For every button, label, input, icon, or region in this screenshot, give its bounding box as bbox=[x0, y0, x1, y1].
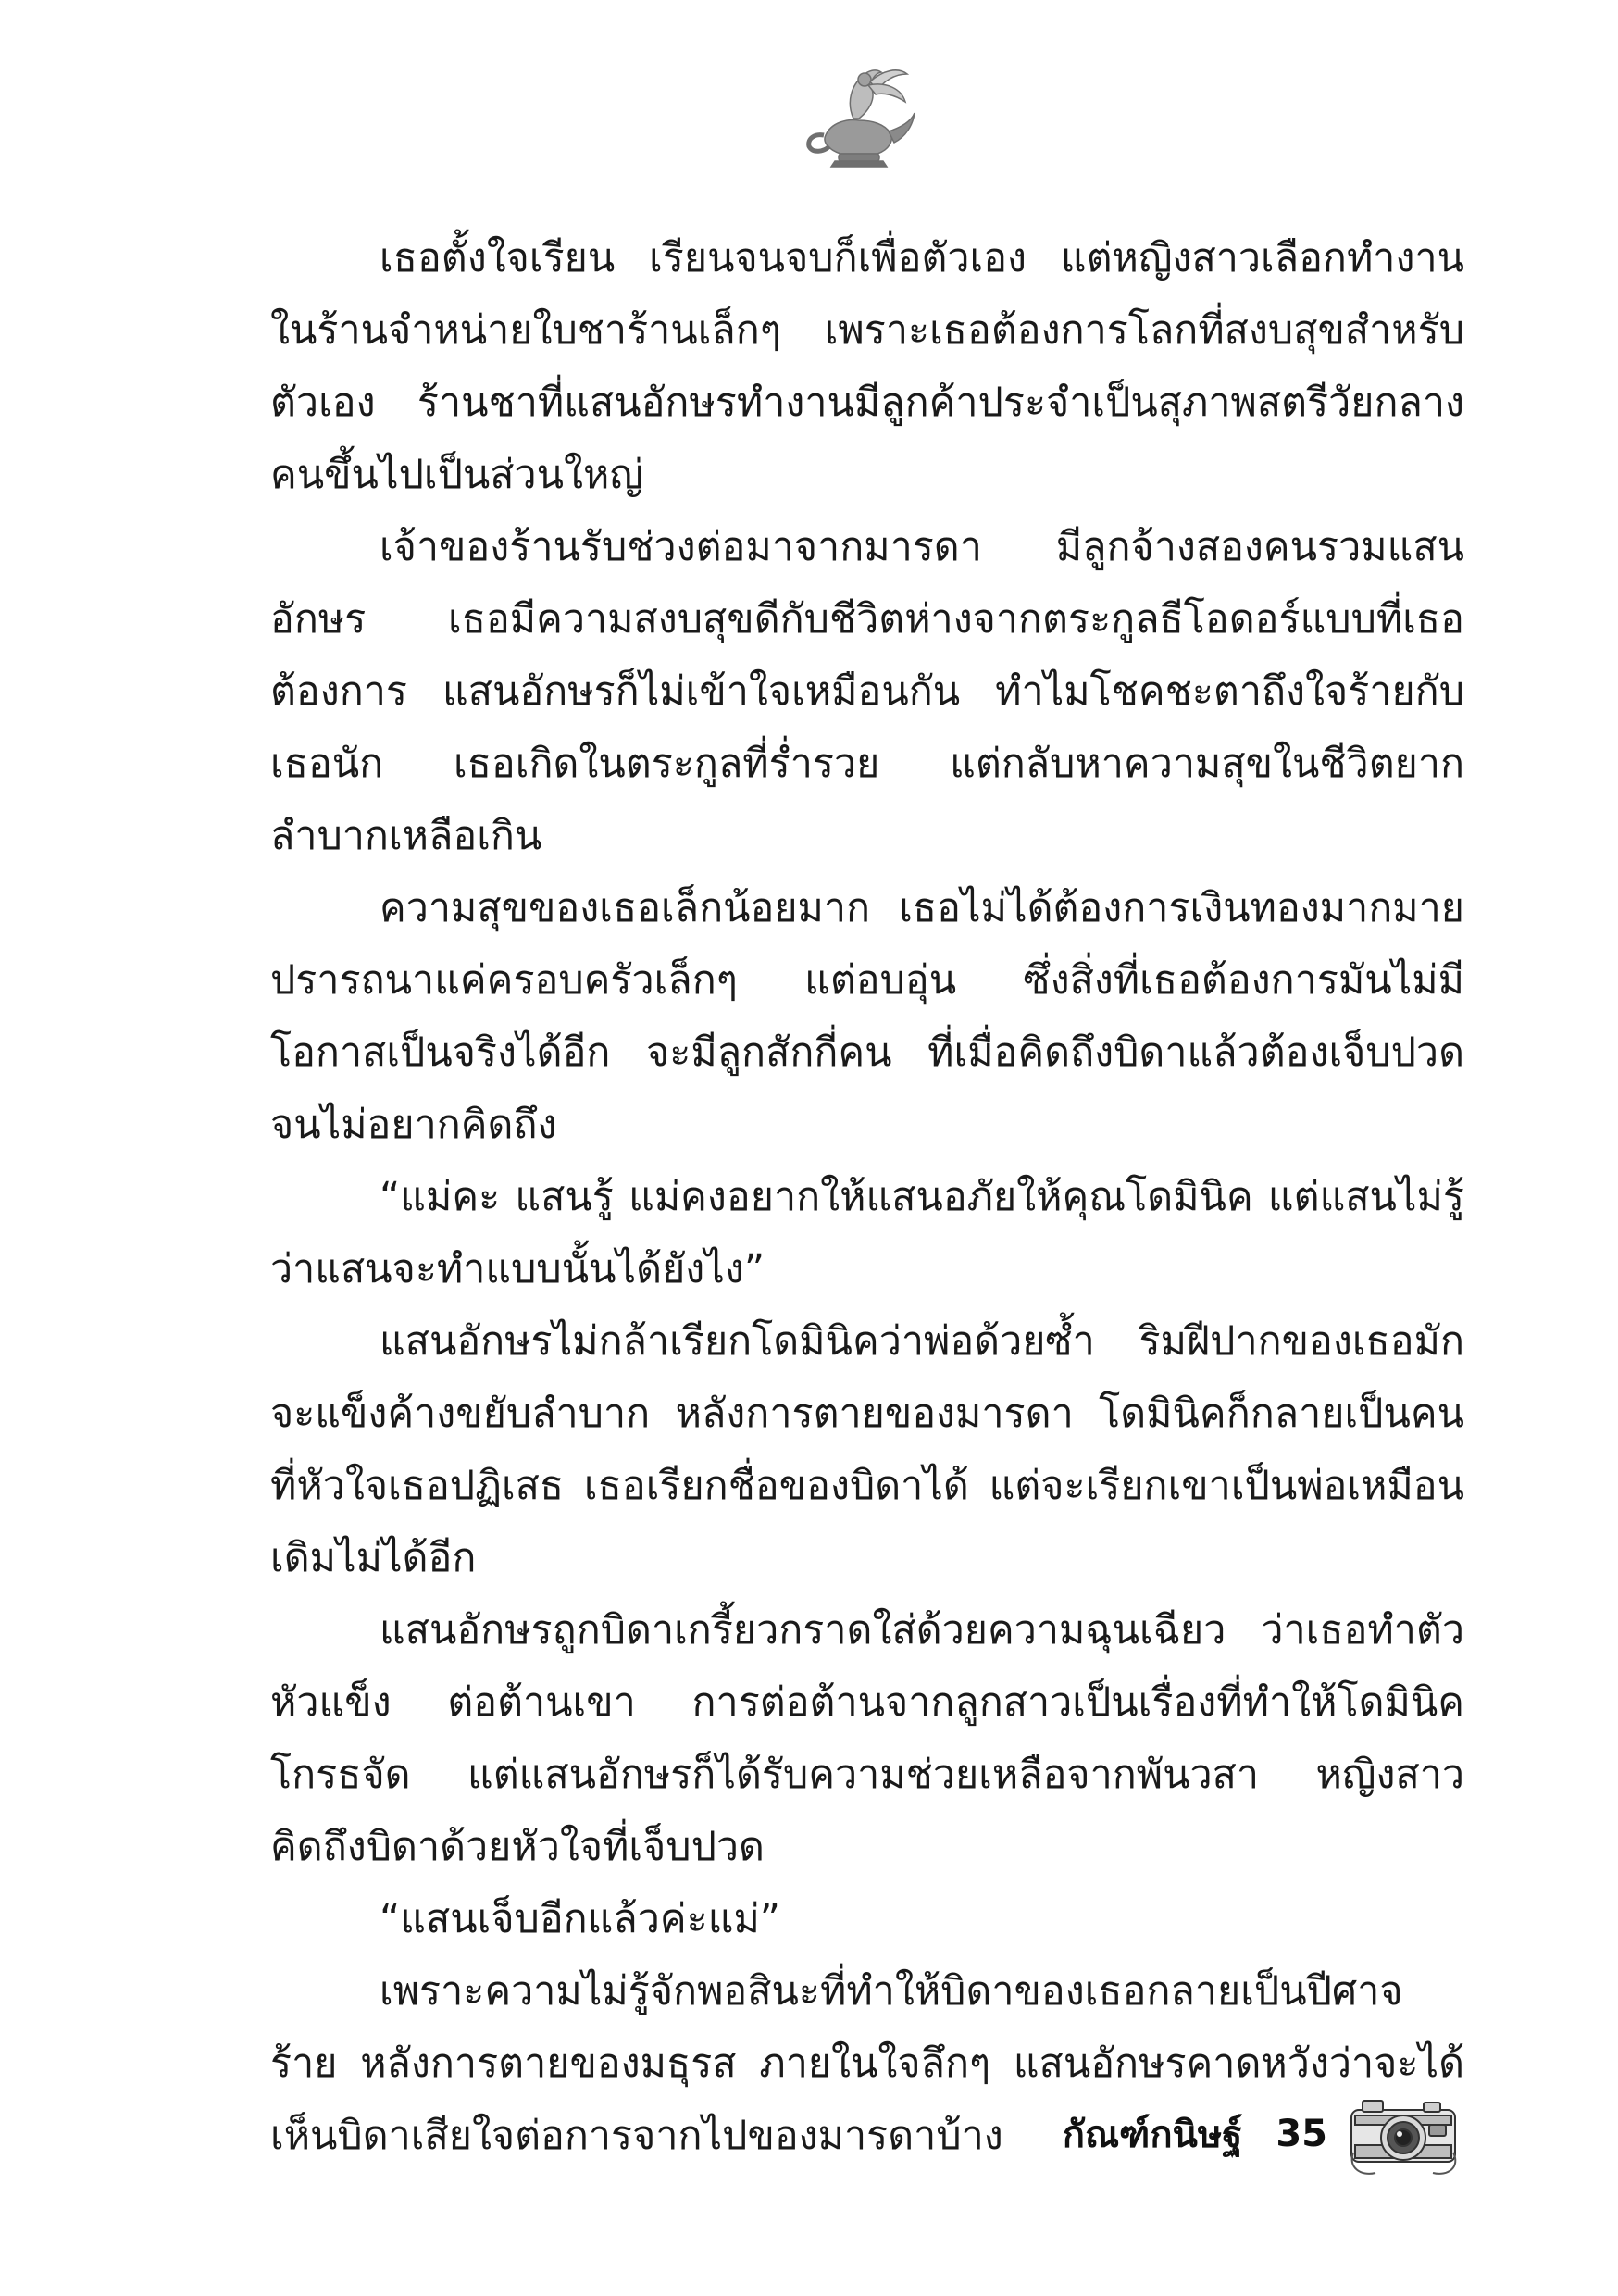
camera-icon bbox=[1344, 2088, 1464, 2180]
paragraph: ความสุขของเธอเล็กน้อยมาก เธอไม่ได้ต้องการเงินทองมากมาย ปรารถนาแค่ครอบครัวเล็กๆ แต่อบอุ่น ซึ่งสิ่งที่เธอต้องการมันไม่มีโอกาสเป็นจริงได้อีก จะมีลูกสักกี่คน ที่เมื่อคิดถึงบิดาแล้วต้องเจ็บปวดจนไม่อยากคิดถึง bbox=[270, 885, 1464, 1148]
paragraph: “แม่คะ แสนรู้ แม่คงอยากให้แสนอภัยให้คุณโดมินิค แต่แสนไม่รู้ว่าแสนจะทำแบบนั้นได้ยังไง” bbox=[270, 1174, 1464, 1292]
page-number: 35 bbox=[1276, 2113, 1327, 2155]
paragraph: แสนอักษรไม่กล้าเรียกโดมินิคว่าพ่อด้วยซ้ำ ริมฝีปากของเธอมักจะแข็งค้างขยับลำบาก หลังการตายของมารดา โดมินิคก็กลายเป็นคนที่หัวใจเธอปฏิเสธ เธอเรียกชื่อของบิดาได้ แต่จะเรียกเขาเป็นพ่อเหมือนเดิมไม่ได้อีก bbox=[270, 1318, 1464, 1581]
paragraph: เธอตั้งใจเรียน เรียนจนจบก็เพื่อตัวเอง แต่หญิงสาวเลือกทำงานในร้านจำหน่ายใบชาร้านเล็กๆ เพราะเธอต้องการโลกที่สงบสุขสำหรับตัวเอง ร้านชาที่แสนอักษรทำงานมีลูกค้าประจำเป็นสุภาพสตรีวัยกลางคนขึ้นไปเป็นส่วนใหญ่ bbox=[270, 235, 1464, 498]
genie-teapot-icon bbox=[798, 54, 918, 174]
paragraph: เพราะความไม่รู้จักพอสินะที่ทำให้บิดาของเธอกลายเป็นปีศาจร้าย หลังการตายของมธุรส ภายในใจลึกๆ แสนอักษรคาดหวังว่าจะได้เห็นบิดาเสียใจต่อการจากไปของมารดาบ้าง bbox=[270, 1968, 1464, 2159]
book-title: กัณฑ์กนิษฐ์ bbox=[1062, 2114, 1243, 2156]
paragraph: เจ้าของร้านรับช่วงต่อมาจากมารดา มีลูกจ้างสองคนรวมแสนอักษร เธอมีความสงบสุขดีกับชีวิตห่างจากตระกูลธีโอดอร์แบบที่เธอต้องการ แสนอักษรก็ไม่เข้าใจเหมือนกัน ทำไมโชคชะตาถึงใจร้ายกับเธอนัก เธอเกิดในตระกูลที่ร่ำรวย แต่กลับหาความสุขในชีวิตยากลำบากเหลือเกิน bbox=[270, 524, 1464, 859]
paragraph: “แสนเจ็บอีกแล้วค่ะแม่” bbox=[380, 1896, 781, 1942]
page-footer bbox=[1063, 2088, 1464, 2180]
paragraph: แสนอักษรถูกบิดาเกรี้ยวกราดใส่ด้วยความฉุนเฉียว ว่าเธอทำตัวหัวแข็ง ต่อต้านเขา การต่อต้านจากลูกสาวเป็นเรื่องที่ทำให้โดมินิคโกรธจัด แต่แสนอักษรก็ได้รับความช่วยเหลือจากพันวสา หญิงสาวคิดถึงบิดาด้วยหัวใจที่เจ็บปวด bbox=[270, 1607, 1464, 1870]
body-text bbox=[270, 222, 1464, 2172]
